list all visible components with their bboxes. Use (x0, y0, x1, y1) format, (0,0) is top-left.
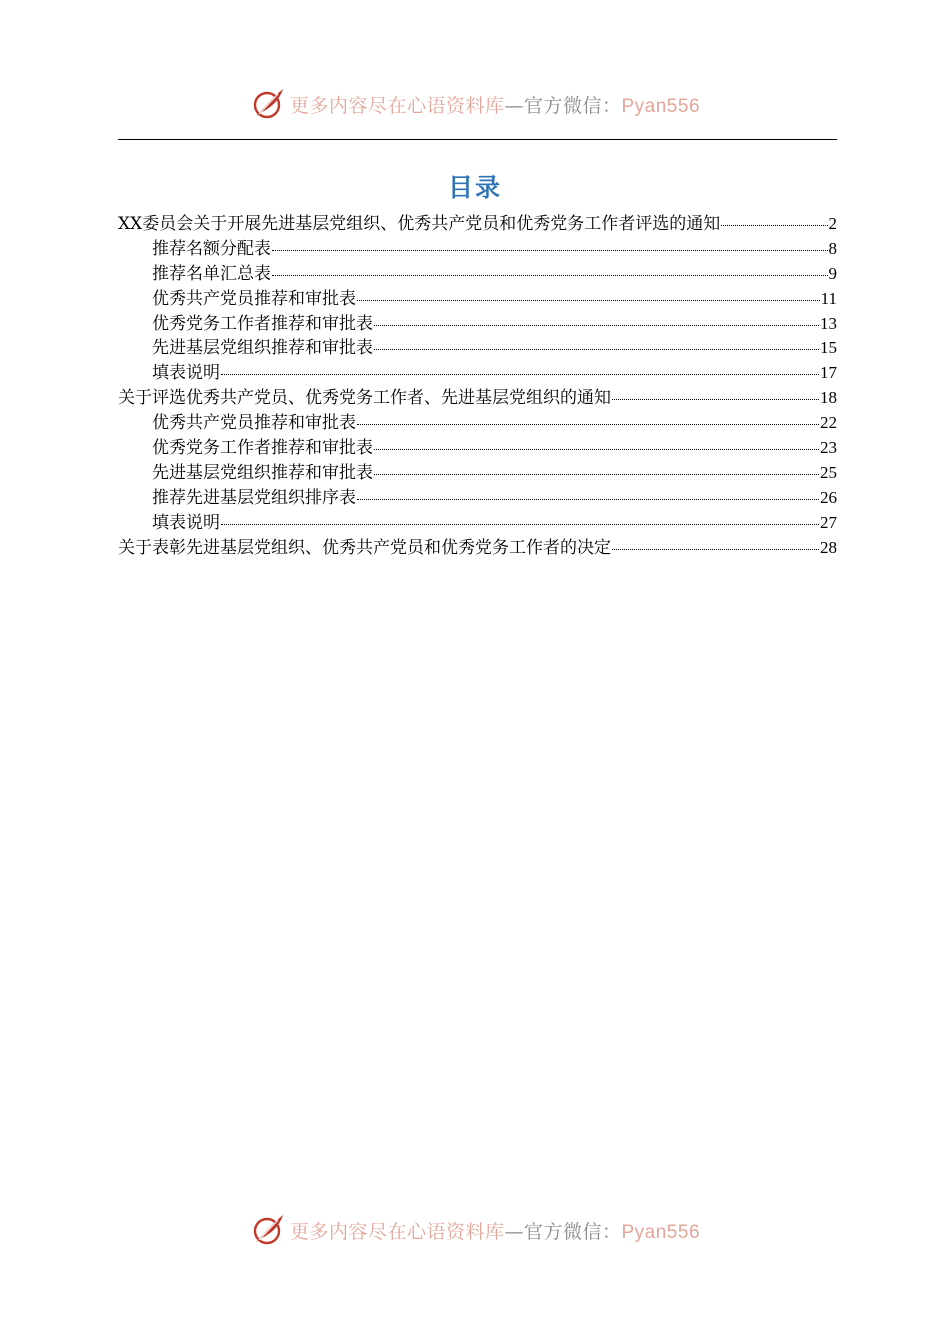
header-divider (118, 139, 837, 140)
toc-entry[interactable] (118, 486, 837, 511)
toc-entry[interactable] (118, 436, 837, 461)
toc-entry-label: 先进基层党组织推荐和审批表 (152, 462, 373, 483)
toc-entry[interactable] (118, 212, 837, 237)
footer-brand-text (290, 1217, 700, 1244)
toc-dot-leader (374, 448, 819, 450)
toc-entry-label: 推荐名单汇总表 (152, 263, 271, 284)
toc-entry[interactable] (118, 361, 837, 386)
toc-entry-page-number: 9 (828, 263, 837, 283)
quill-pen-logo-icon (250, 1212, 286, 1248)
toc-entry[interactable] (118, 287, 837, 312)
toc-entry-label: 先进基层党组织推荐和审批表 (152, 338, 373, 359)
toc-dot-leader (221, 523, 819, 525)
toc-entry-page-number: 17 (820, 363, 837, 383)
brand-site-text: 更多内容尽在心语资料库 (289, 1220, 505, 1243)
toc-dot-leader (357, 498, 819, 500)
toc-entry-label: 优秀共产党员推荐和审批表 (152, 413, 356, 434)
toc-dot-leader (374, 348, 819, 350)
toc-entry-page-number: 13 (820, 313, 837, 333)
toc-entry-page-number: 11 (820, 288, 837, 308)
toc-dot-leader (374, 324, 819, 326)
footer-brand-banner (0, 1208, 950, 1252)
toc-dot-leader (374, 473, 819, 475)
header-brand-banner (0, 82, 950, 126)
toc-entry-page-number: 18 (820, 388, 837, 408)
brand-dash: — (504, 1220, 524, 1243)
toc-entry-label: 优秀共产党员推荐和审批表 (152, 288, 356, 309)
header-brand-text (290, 91, 700, 118)
toc-entry[interactable] (118, 536, 837, 561)
toc-entry-page-number: 25 (820, 462, 837, 482)
toc-title: 目录 (447, 173, 502, 202)
toc-entry[interactable] (118, 262, 837, 287)
quill-pen-logo-icon (250, 86, 286, 122)
toc-dot-leader (357, 423, 819, 425)
toc-entry-label: 推荐先进基层党组织排序表 (152, 487, 356, 508)
brand-official-text: 官方微信： (523, 94, 622, 117)
toc-entry-page-number: 15 (820, 338, 837, 358)
toc-dot-leader (721, 224, 827, 226)
toc-dot-leader (272, 249, 828, 251)
toc-entry[interactable] (118, 237, 837, 262)
toc-entry-label: 关于评选优秀共产党员、优秀党务工作者、先进基层党组织的通知 (118, 388, 611, 409)
toc-entry-page-number: 23 (820, 438, 837, 458)
toc-entry[interactable] (118, 461, 837, 486)
table-of-contents (118, 212, 837, 560)
toc-entry[interactable] (118, 336, 837, 361)
toc-dot-leader (357, 299, 820, 301)
toc-entry-page-number: 26 (820, 487, 837, 507)
brand-wechat-id: Pyan556 (621, 95, 701, 117)
toc-entry-page-number: 8 (828, 238, 837, 258)
toc-entry[interactable] (118, 411, 837, 436)
brand-site-text: 更多内容尽在心语资料库 (289, 94, 505, 117)
toc-dot-leader (221, 373, 819, 375)
toc-entry-label: 填表说明 (152, 512, 220, 533)
toc-dot-leader (272, 274, 828, 276)
toc-dot-leader (612, 548, 819, 550)
toc-entry-label: 优秀党务工作者推荐和审批表 (152, 438, 373, 459)
brand-wechat-id: Pyan556 (621, 1221, 701, 1243)
toc-entry[interactable] (118, 312, 837, 337)
toc-entry-page-number: 22 (820, 413, 837, 433)
toc-entry-page-number: 28 (820, 537, 837, 557)
toc-entry-page-number: 2 (828, 214, 837, 233)
toc-entry-label: 关于表彰先进基层党组织、优秀共产党员和优秀党务工作者的决定 (118, 537, 611, 558)
toc-dot-leader (612, 398, 819, 400)
brand-official-text: 官方微信： (523, 1220, 622, 1243)
toc-entry-label: 优秀党务工作者推荐和审批表 (152, 313, 373, 334)
brand-dash: — (504, 94, 524, 117)
toc-entry-label: 填表说明 (152, 363, 220, 384)
toc-entry-label: 推荐名额分配表 (152, 238, 271, 259)
toc-entry-page-number: 27 (820, 512, 837, 532)
toc-entry[interactable] (118, 386, 837, 411)
toc-entry-label: XX委员会关于开展先进基层党组织、优秀共产党员和优秀党务工作者评选的通知 (118, 214, 721, 234)
toc-entry[interactable] (118, 511, 837, 536)
